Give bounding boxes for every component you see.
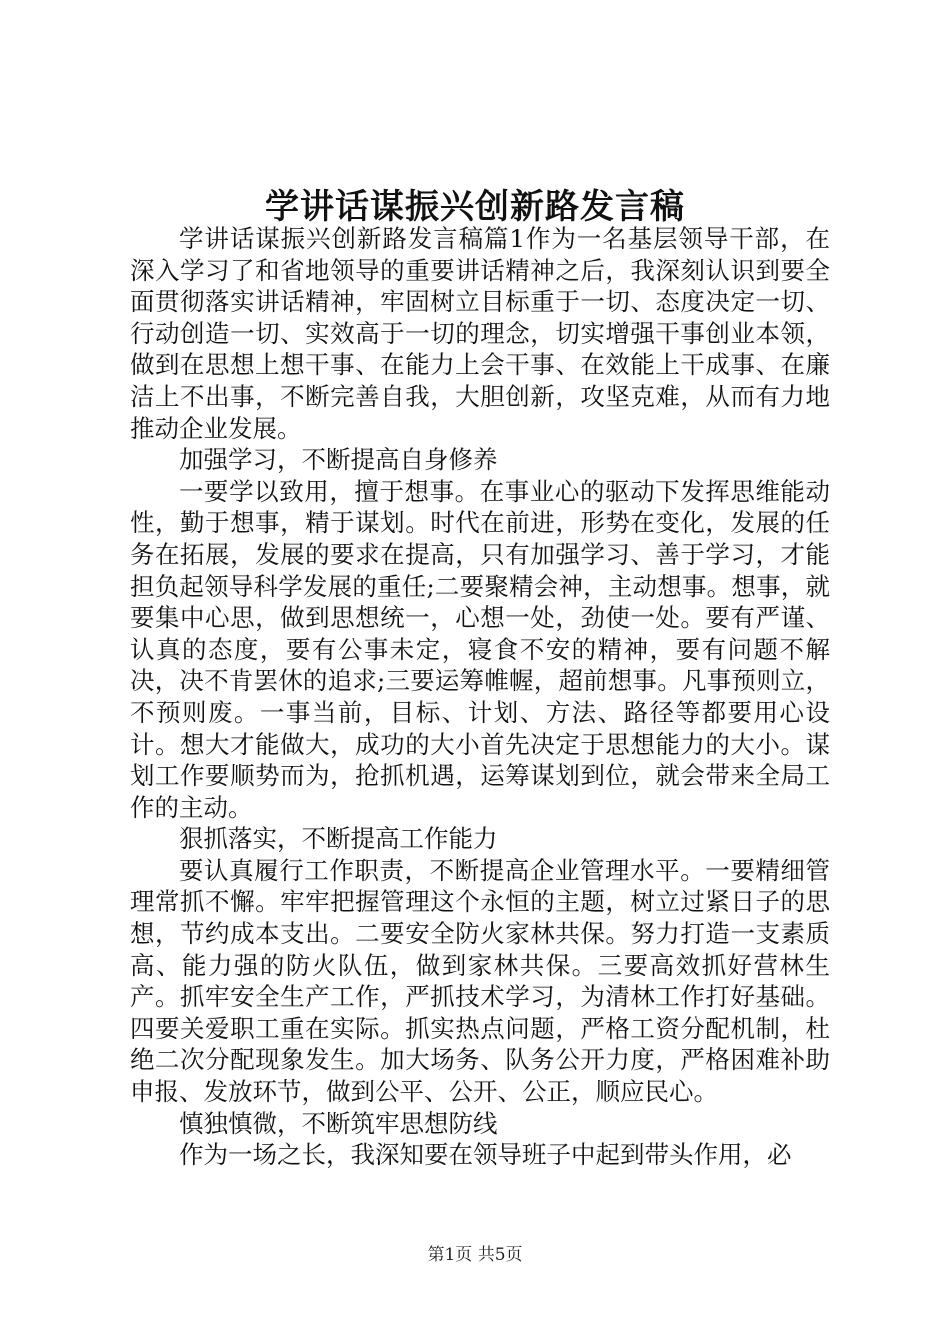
- section-heading-implementation: 狠抓落实，不断提高工作能力: [179, 824, 498, 854]
- section-heading-study: 加强学习，不断提高自身修养: [179, 445, 498, 475]
- page-footer: 第1页 共5页: [427, 1245, 523, 1265]
- section-heading-discipline: 慎独慎微，不断筑牢思想防线: [179, 1108, 498, 1138]
- paragraph-discipline: 作为一场之长，我深知要在领导班子中起到带头作用，必: [179, 1140, 792, 1170]
- document-body: [130, 223, 830, 1171]
- paragraph-implementation: 要认真履行工作职责，不断提高企业管理水平。一要精细管理常抓不懈。牢牢把握管理这个永恒的主题，树立过紧日子的思想，节约成本支出。二要安全防火家林共保。努力打造一支素质高、能力强的防火队伍，做到家林共保。三要高效抓好营林生产。抓牢安全生产工作，严抓技术学习，为清林工作打好基础。四要关爱职工重在实际。抓实热点问题，严格工资分配机制，杜绝二次分配现象发生。加大场务、队务公开力度，严格困难补助申报、发放环节，做到公平、公开、公正，顺应民心。: [130, 855, 830, 1107]
- paragraph-intro: 学讲话谋振兴创新路发言稿篇1作为一名基层领导干部，在深入学习了和省地领导的重要讲话精神之后，我深刻认识到要全面贯彻落实讲话精神，牢固树立目标重于一切、态度决定一切、行动创造一切、实效高于一切的理念，切实增强干事创业本领，做到在思想上想干事、在能力上会干事、在效能上干成事、在廉洁上不出事，不断完善自我，大胆创新，攻坚克难，从而有力地推动企业发展。: [130, 224, 830, 443]
- paragraph-study: 一要学以致用，擅于想事。在事业心的驱动下发挥思维能动性，勤于想事，精于谋划。时代在前进，形势在变化，发展的任务在拓展，发展的要求在提高，只有加强学习、善于学习，才能担负起领导科学发展的重任;二要聚精会神，主动想事。想事，就要集中心思，做到思想统一，心想一处，劲使一处。要有严谨、认真的态度，要有公事未定，寝食不安的精神，要有问题不解决，决不肯罢休的追求;三要运筹帷幄，超前想事。凡事预则立，不预则废。一事当前，目标、计划、方法、路径等都要用心设计。想大才能做大，成功的大小首先决定于思想能力的大小。谋划工作要顺势而为，抢抓机遇，运筹谋划到位，就会带来全局工作的主动。: [130, 476, 830, 822]
- document-title: 学讲话谋振兴创新路发言稿: [265, 187, 685, 227]
